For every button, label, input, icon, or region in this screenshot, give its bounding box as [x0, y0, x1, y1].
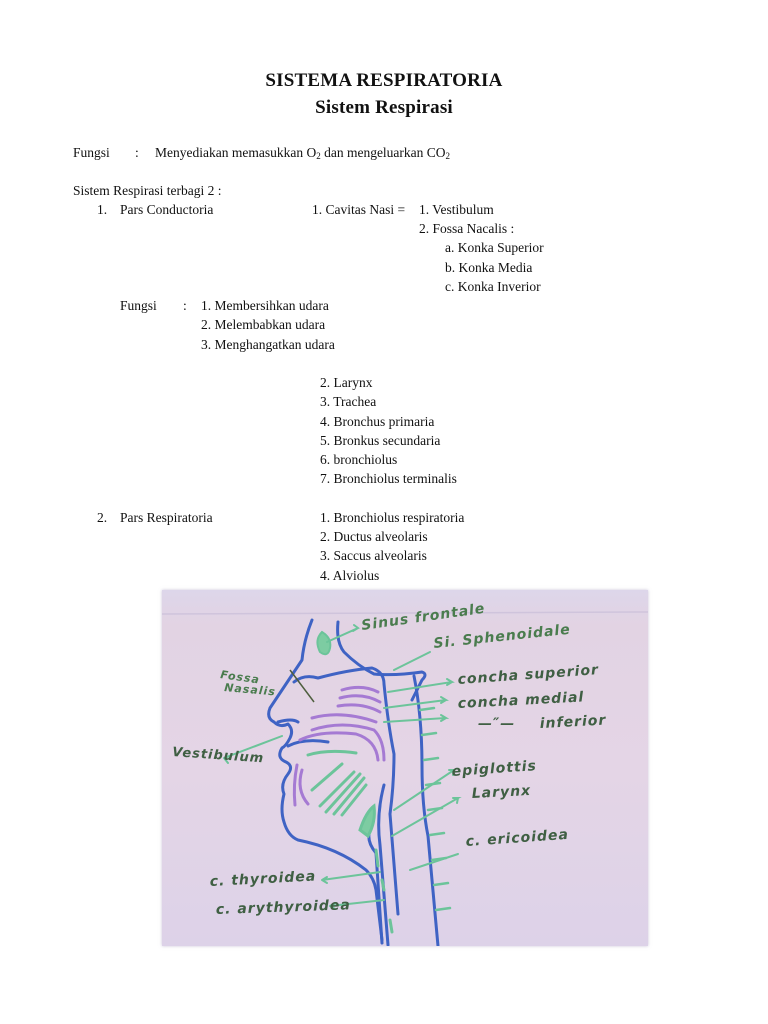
ductus-alveolaris-item: 2. Ductus alveolaris [320, 529, 428, 544]
bronchiolus-item: 6. bronchiolus [320, 452, 398, 467]
trachea-item: 3. Trachea [320, 394, 377, 409]
intro-text: Sistem Respirasi terbagi 2 : [73, 183, 222, 198]
label-c-arythyroidea: c. arythyroidea [215, 897, 352, 918]
fungsi-item-3: 3. Menghangatkan udara [201, 337, 335, 352]
fungsi-colon: : [135, 145, 139, 160]
section-1-name: Pars Conductoria [120, 202, 214, 217]
cavitas-nasi-item: 1. Cavitas Nasi = [312, 202, 406, 217]
label-si-sphenoidale: Si. Sphenoidale [432, 621, 572, 652]
bronchus-primaria-item: 4. Bronchus primaria [320, 414, 435, 429]
saccus-alveolaris-item: 3. Saccus alveolaris [320, 548, 427, 563]
konka-media-item: b. Konka Media [445, 260, 533, 275]
section-2-name: Pars Respiratoria [120, 510, 213, 525]
label-concha-superior: concha superior [457, 662, 600, 688]
fungsi-description: Menyediakan memasukkan $O_2$ dan mengeluarkan $CO_2$ [155, 145, 451, 161]
vestibulum-item: 1. Vestibulum [419, 202, 494, 217]
label-c-thyroidea: c. thyroidea [209, 868, 317, 890]
fossa-pointer-line [290, 670, 314, 702]
conductoria-fungsi-label: Fungsi [120, 298, 157, 313]
larynx-item: 2. Larynx [320, 375, 373, 390]
konka-superior-item: a. Konka Superior [445, 240, 544, 255]
label-c-cricoidea: c. ericoidea [465, 826, 570, 850]
label-larynx: Larynx [471, 782, 532, 802]
label-sinus-frontale: Sinus frontale [360, 600, 487, 634]
fungsi-item-2: 2. Melembabkan udara [201, 317, 326, 332]
bronkus-secundaria-item: 5. Bronkus secundaria [320, 433, 441, 448]
label-nasalis: Nasalis [223, 681, 277, 699]
section-2-number: 2. [97, 510, 108, 525]
label-fossa: Fossa [219, 668, 261, 687]
sagittal-head-neck-drawing [162, 590, 648, 946]
bronchiolus-respiratoria-item: 1. Bronchiolus respiratoria [320, 510, 465, 525]
fungsi-item-1: 1. Membersihkan udara [201, 298, 329, 313]
fungsi-label: Fungsi [73, 145, 110, 160]
respiratory-tract-diagram-photo [162, 590, 648, 946]
document-subtitle: Sistem Respirasi [315, 97, 453, 118]
document-title: SISTEMA RESPIRATORIA [265, 70, 503, 91]
conductoria-fungsi-colon: : [183, 298, 187, 313]
label-epiglottis: epiglottis [451, 758, 538, 780]
alviolus-item: 4. Alviolus [320, 568, 380, 583]
konka-inverior-item: c. Konka Inverior [445, 279, 541, 294]
label-concha-medial: concha medial [457, 689, 585, 712]
sinus-frontale-shape [317, 632, 330, 654]
label-concha-inferior-ditto: —″— [478, 716, 516, 732]
label-vestibulum: Vestibulum [171, 745, 265, 767]
bronchiolus-terminalis-item: 7. Bronchiolus terminalis [320, 471, 457, 486]
label-concha-inferior: inferior [539, 712, 607, 732]
section-1-number: 1. [97, 202, 108, 217]
fossa-nacalis-item: 2. Fossa Nacalis : [419, 221, 515, 236]
